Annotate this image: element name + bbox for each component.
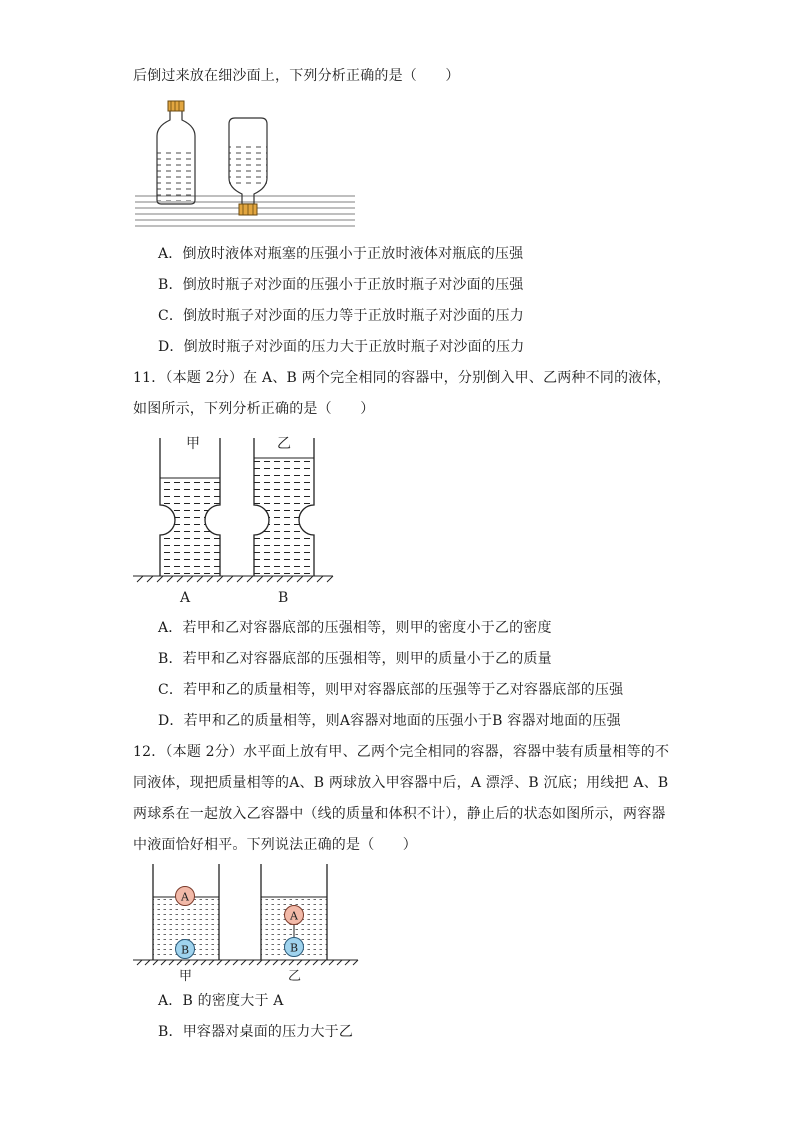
q10-stem-tail: 后倒过来放在细沙面上，下列分析正确的是（ ） bbox=[133, 68, 460, 84]
q11-stem-line1: 11．（本题 2分）在 A、B 两个完全相同的容器中，分别倒入甲、乙两种不同的液体， bbox=[133, 370, 671, 386]
q10-option-c: C．倒放时瓶子对沙面的压力等于正放时瓶子对沙面的压力 bbox=[158, 308, 524, 324]
label-jia: 甲 bbox=[186, 436, 200, 452]
q12-stem-line1: 12．（本题 2分）水平面上放有甲、乙两个完全相同的容器，容器中装有质量相等的不 bbox=[133, 744, 670, 760]
q10-bottle-figure bbox=[135, 96, 435, 226]
ball-b-label-jia: B bbox=[180, 943, 190, 957]
q12-stem-line3: 两球系在一起放入乙容器中（线的质量和体积不计），静止后的状态如图所示，两容器 bbox=[133, 806, 666, 822]
q12-option-b: B．甲容器对桌面的压力大于乙 bbox=[158, 1024, 354, 1040]
container-b bbox=[254, 438, 314, 576]
label-b: B bbox=[278, 590, 289, 606]
q11-option-a: A．若甲和乙对容器底部的压强相等，则甲的密度小于乙的密度 bbox=[158, 620, 552, 636]
q12-stem-line2: 同液体，现把质量相等的A、B 两球放入甲容器中后，A 漂浮、B 沉底；用线把 A、B bbox=[133, 775, 669, 791]
q12-balls-figure bbox=[133, 862, 363, 987]
label-jia: 甲 bbox=[179, 969, 193, 984]
q11-container-figure bbox=[133, 430, 343, 610]
q10-option-a: A．倒放时液体对瓶塞的压强小于正放时液体对瓶底的压强 bbox=[158, 246, 524, 262]
ball-a-label-yi: A bbox=[290, 909, 298, 923]
ground-hatch bbox=[133, 576, 333, 582]
ball-a-label-jia: A bbox=[181, 890, 189, 904]
label-yi: 乙 bbox=[277, 436, 291, 452]
upright-bottle bbox=[157, 101, 195, 204]
q10-option-b: B．倒放时瓶子对沙面的压强小于正放时瓶子对沙面的压强 bbox=[158, 277, 524, 293]
q11-option-b: B．若甲和乙对容器底部的压强相等，则甲的质量小于乙的质量 bbox=[158, 651, 552, 667]
container-jia bbox=[153, 864, 219, 960]
label-a: A bbox=[180, 590, 191, 606]
q10-option-d: D．倒放时瓶子对沙面的压力大于正放时瓶子对沙面的压力 bbox=[158, 339, 525, 355]
inverted-bottle bbox=[229, 118, 267, 215]
q11-option-c: C．若甲和乙的质量相等，则甲对容器底部的压强等于乙对容器底部的压强 bbox=[158, 682, 624, 698]
label-yi: 乙 bbox=[288, 969, 302, 984]
container-a bbox=[160, 438, 220, 576]
table-surface bbox=[133, 960, 358, 965]
container-yi bbox=[261, 864, 327, 960]
q11-option-d: D．若甲和乙的质量相等，则A容器对地面的压强小于B 容器对地面的压强 bbox=[158, 713, 621, 729]
q12-stem-line4: 中液面恰好相平。下列说法正确的是（ ） bbox=[133, 837, 417, 853]
ball-b-label-yi: B bbox=[289, 941, 299, 955]
q12-option-a: A．B 的密度大于 A bbox=[158, 993, 284, 1009]
q11-stem-line2: 如图所示，下列分析正确的是（ ） bbox=[133, 401, 375, 417]
